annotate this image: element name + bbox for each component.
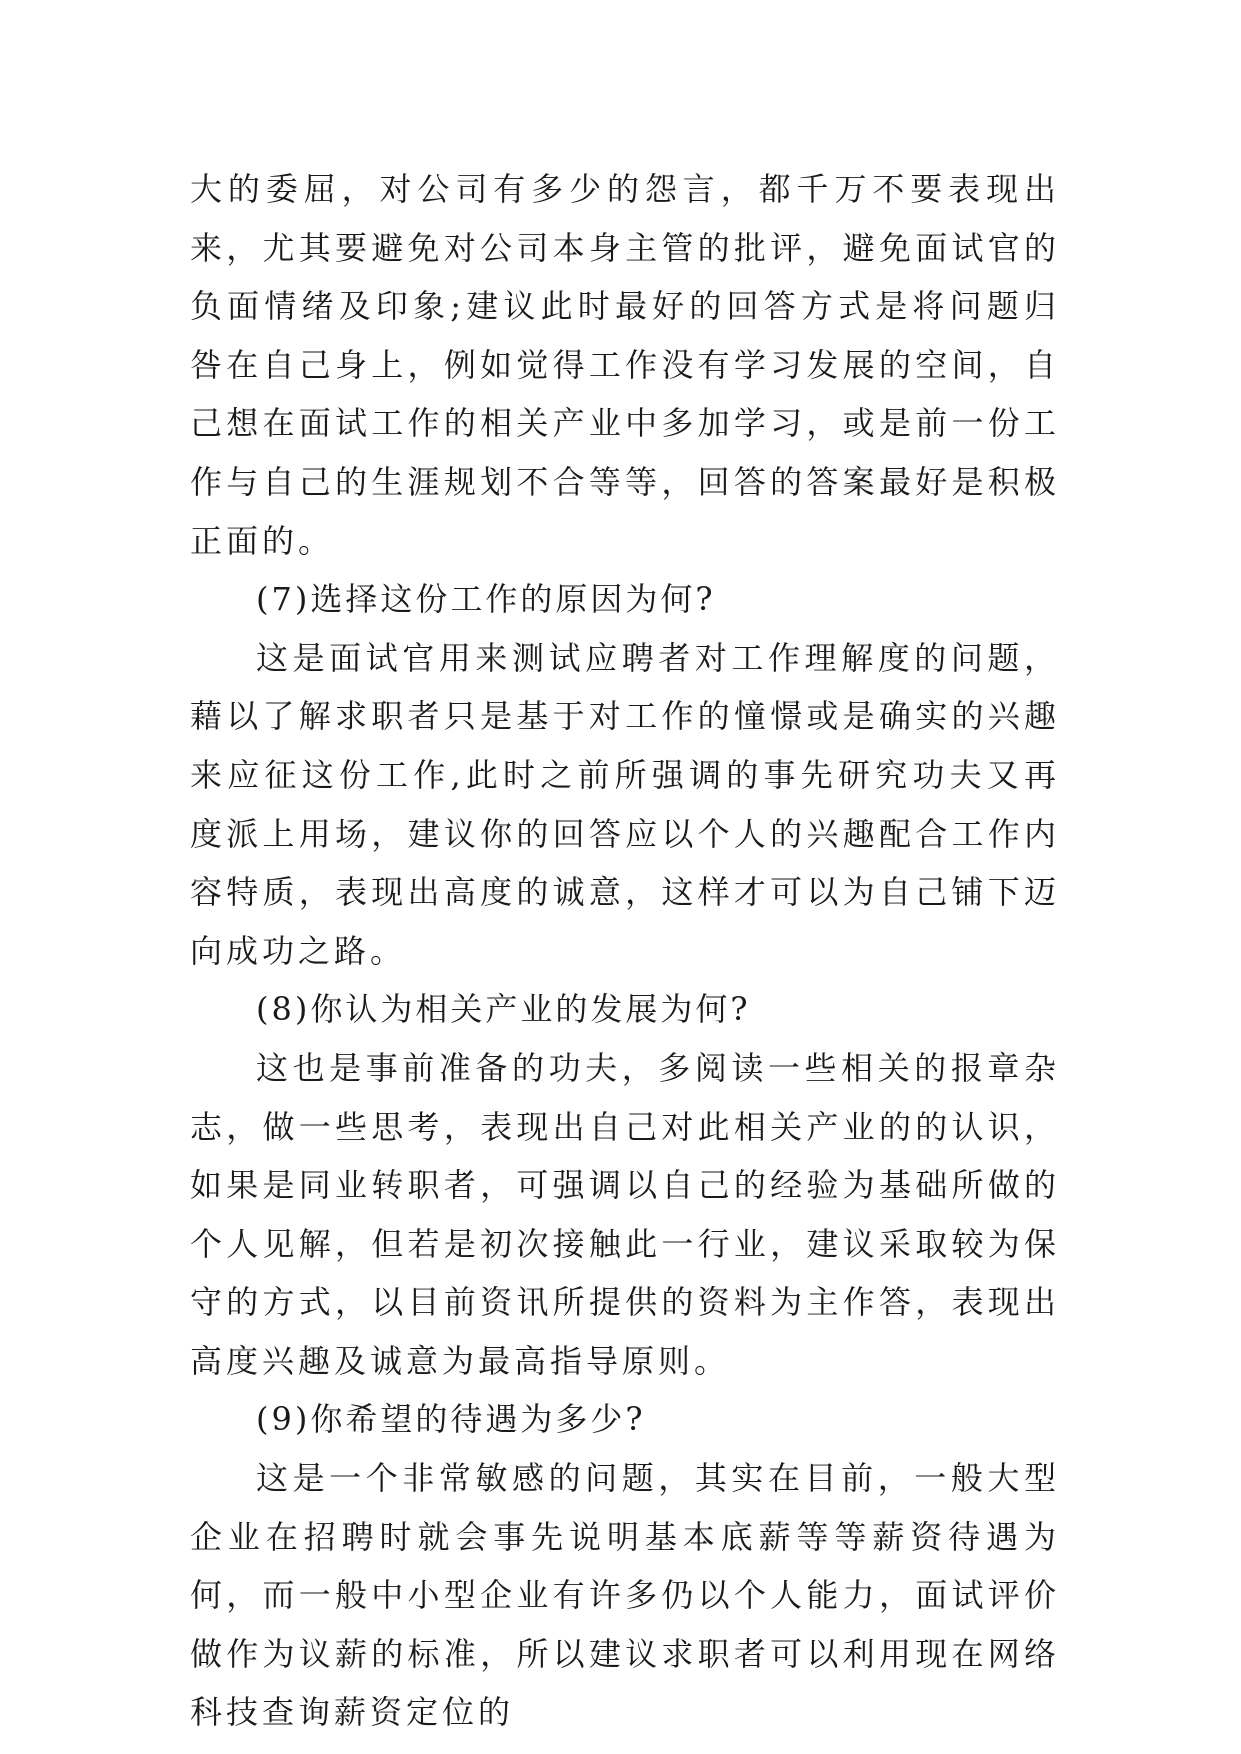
document-body [190, 160, 1060, 1742]
answer-paragraph-8: 这也是事前准备的功夫，多阅读一些相关的报章杂志，做一些思考，表现出自己对此相关产业的的认识，如果是同业转职者，可强调以自己的经验为基础所做的个人见解，但若是初次接触此一行业，建议采取较为保守的方式，以目前资讯所提供的资料为主作答，表现出高度兴趣及诚意为最高指导原则。 [190, 1048, 1060, 1380]
question-heading-9: (9)你希望的待遇为多少? [256, 1400, 646, 1439]
paragraph-continuation: 大的委屈，对公司有多少的怨言，都千万不要表现出来，尤其要避免对公司本身主管的批评，避免面试官的负面情绪及印象;建议此时最好的回答方式是将问题归咎在自己身上，例如觉得工作没有学习发展的空间，自己想在面试工作的相关产业中多加学习，或是前一份工作与自己的生涯规划不合等等，回答的答案最好是积极正面的。 [190, 170, 1060, 560]
question-heading-8: (8)你认为相关产业的发展为何? [256, 990, 751, 1029]
answer-paragraph-7: 这是面试官用来测试应聘者对工作理解度的问题，藉以了解求职者只是基于对工作的憧憬或是确实的兴趣来应征这份工作,此时之前所强调的事先研究功夫又再度派上用场，建议你的回答应以个人的兴趣配合工作内容特质，表现出高度的诚意，这样才可以为自己铺下迈向成功之路。 [190, 638, 1060, 970]
question-heading-7: (7)选择这份工作的原因为何? [256, 580, 716, 619]
answer-paragraph-9: 这是一个非常敏感的问题，其实在目前，一般大型企业在招聘时就会事先说明基本底薪等等薪资待遇为何，而一般中小型企业有许多仍以个人能力，面试评价做作为议薪的标准，所以建议求职者可以利用现在网络科技查询薪资定位的 [190, 1459, 1060, 1732]
